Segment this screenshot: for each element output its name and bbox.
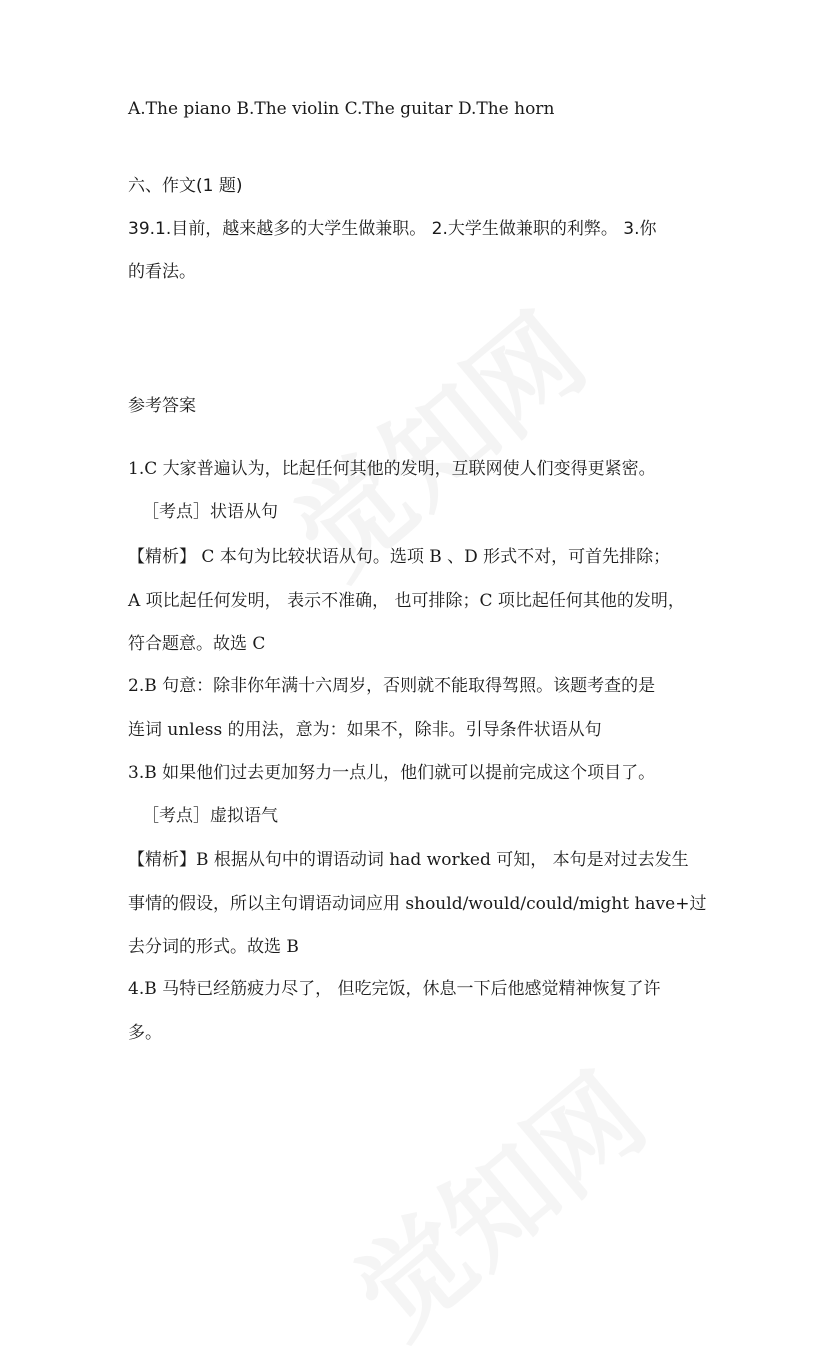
section-heading-writing: 六、作文(1 题): [128, 176, 243, 196]
answer-2-line-1: 2.B 句意：除非你年满十六周岁，否则就不能取得驾照。该题考查的是: [128, 676, 656, 696]
answer-1-analysis-line-2: A 项比起任何发明， 表示不准确， 也可排除；C 项比起任何其他的发明，: [128, 591, 685, 611]
answer-1-topic: ［考点］状语从句: [142, 502, 278, 522]
answer-3-analysis-line-1: 【精析】B 根据从句中的谓语动词 had worked 可知， 本句是对过去发生: [128, 850, 689, 870]
answer-1-analysis-line-3: 符合题意。故选 C: [128, 634, 266, 654]
answer-1: 1.C 大家普遍认为，比起任何其他的发明，互联网使人们变得更紧密。: [128, 459, 656, 479]
answer-4-line-2: 多。: [128, 1023, 162, 1043]
question-39-line-2: 的看法。: [128, 262, 196, 282]
answer-3-topic: ［考点］虚拟语气: [142, 806, 278, 826]
question-39-line-1: 39.1.目前，越来越多的大学生做兼职。 2.大学生做兼职的利弊。 3.你: [128, 219, 657, 239]
answer-1-analysis-line-1: 【精析】 C 本句为比较状语从句。选项 B 、D 形式不对，可首先排除；: [128, 547, 671, 567]
watermark-logo-bottom: [318, 1032, 672, 1365]
answer-3-analysis-line-2: 事情的假设，所以主句谓语动词应用 should/would/could/might have+过: [128, 894, 707, 914]
answer-3-analysis-line-3: 去分词的形式。故选 B: [128, 937, 299, 957]
answer-3: 3.B 如果他们过去更加努力一点儿，他们就可以提前完成这个项目了。: [128, 763, 656, 783]
answers-heading: 参考答案: [128, 396, 196, 416]
answer-2-line-2: 连词 unless 的用法，意为：如果不，除非。引导条件状语从句: [128, 720, 602, 740]
answer-4-line-1: 4.B 马特已经筋疲力尽了， 但吃完饭，休息一下后他感觉精神恢复了许: [128, 979, 661, 999]
question-38-options: A.The piano B.The violin C.The guitar D.The horn: [128, 99, 555, 119]
